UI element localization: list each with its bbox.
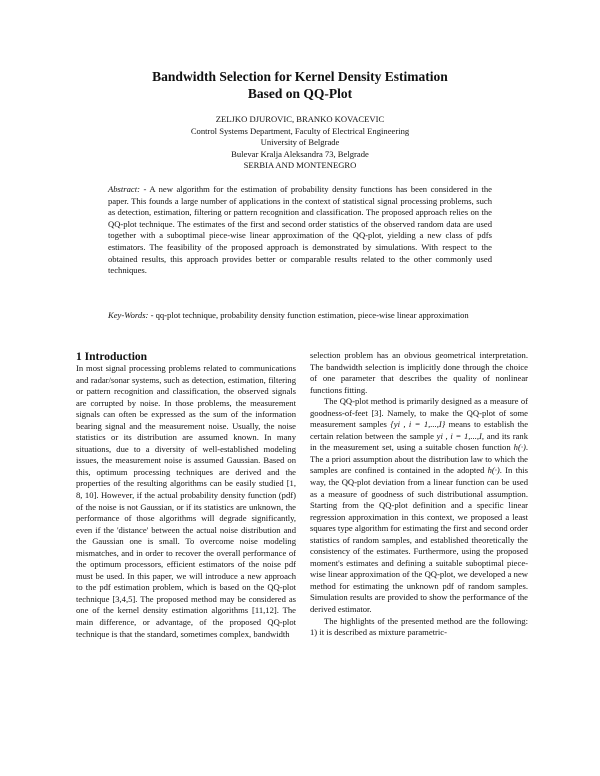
p2-text-b: means to establish the certain relation between the sample	[310, 419, 529, 441]
p2-function-h: h(·)	[513, 442, 526, 453]
keywords-label: Key-Words:	[108, 310, 149, 320]
abstract-text: - A new algorithm for the estimation of probability density functions has been considered in the paper. This founds a large number of applications in the context of statistical signal processing problems, such as detection, estimation, filtering or pattern recognition and classification. The proposed approach relies on the QQ-plot technique. The estimates of the first and second order statistics of the observed random data are used together with a suboptimal piece-wise linear approximation of the QQ-plot, yielding a new class of pdfs estimators. The feasibility of the proposed approach is demonstrated by simulations. With respect to the obtained results, this approach provides better or comparable results related to the other commonly used techniques.	[108, 184, 492, 276]
paper-title-line-2: Based on QQ-Plot	[247, 86, 353, 101]
affiliation-country: SERBIA AND MONTENEGRO	[243, 160, 357, 170]
keywords	[108, 310, 492, 322]
p2-text-c: ,	[442, 430, 451, 441]
right-column-paragraph-1: selection problem has an obvious geometrical interpretation. The bandwidth selection is implicitly done through the choice of one parameter that describes the quality of nonlinear functions fitting.	[310, 350, 528, 395]
author-names: ZELJKO DJUROVIC, BRANKO KOVACEVIC	[215, 114, 385, 124]
abstract-label: Abstract:	[108, 184, 140, 194]
p2-text-d: , and its rank in the measurement set, using a suitable chosen function	[310, 430, 528, 453]
affiliation-address: Bulevar Kralja Aleksandra 73, Belgrade	[231, 148, 369, 159]
right-column-paragraph-2	[310, 396, 528, 615]
affiliation-university: University of Belgrade	[260, 137, 340, 147]
p2-index-range: i = 1,...,I	[450, 430, 482, 441]
abstract	[108, 184, 492, 277]
p2-sample-set: {yi , i = 1,...,I}	[390, 419, 446, 430]
p2-text-e: . The a priori assumption about the distribution law to which the samples are confined is contained in the adopted	[310, 442, 528, 476]
section-heading-introduction: 1 Introduction	[76, 351, 148, 363]
p2-text-f: . In this way, the QQ-plot deviation from a linear function can be used as a measure of goodness of such distributional assumption. Starting from the QQ-plot definition and a specific linear regression approximation in this context, we proposed a least squares type algorithm for estimating the first and second order statistics of random samples, and established theoretically the consistency of the estimates. Furthermore, using the proposed moment's estimates and defining a suitable suboptimal piece-wise linear approximation of the QQ-plot, we developed a new method for estimating the unknown pdf of random samples. Simulation results are provided to show the performance of the derived estimator.	[310, 465, 528, 615]
right-column	[310, 350, 528, 639]
p2-function-h-2: h(·)	[487, 465, 500, 476]
p2-text-a: The QQ-plot method is primarily designed as a measure of goodness-of-feet [3]. Namely, to make the QQ-plot of some measurement samples	[310, 396, 528, 430]
left-column-paragraph: In most signal processing problems related to communications and radar/sonar systems, such as detection, estimation, filtering or pattern recognition and classification, the observed signals are corrupted by noise. In those problems, the measurement signals can often be expressed as the sum of the information bearing signal and the measurement noise. Usually, the noise statistics or its distribution are assumed known. In many situations, due to a diversity of well-established modeling issues, the measurement noise is assumed Gaussian. Based on this, optimum processing techniques are derived and the properties of the resulting algorithms can be easily studied [1, 8, 10]. However, if the actual probability density function (pdf) of the noise is not Gaussian, or if its statistics are unknown, the performance of those algorithms will degrade significantly, even if the 'distance' between the actual noise distribution and the Gaussian one is small. To overcome noise modeling mismatches, and in order to recover the overall performance of the optimum processors, efficient estimators of the noise pdf must be used. In this paper, we will introduce a new approach to the pdf estimation problem, which is based on the QQ-plot technique [3,4,5]. The proposed method may be considered as one of the kernel density estimation algorithms [11,12]. The main difference, or advantage, of the proposed QQ-plot technique is that the standard, sometimes complex, bandwidth	[76, 363, 296, 639]
left-column	[76, 363, 296, 640]
affiliation-department: Control Systems Department, Faculty of Electrical Engineering	[190, 125, 410, 136]
paper-title-line-1: Bandwidth Selection for Kernel Density Estimation	[152, 69, 448, 84]
p2-sample-symbol: yi	[436, 430, 443, 441]
keywords-text: - qq-plot technique, probability density function estimation, piece-wise linear approximation	[148, 310, 469, 320]
right-column-paragraph-3: The highlights of the presented method are the following: 1) it is described as mixture parametric-	[310, 615, 528, 638]
